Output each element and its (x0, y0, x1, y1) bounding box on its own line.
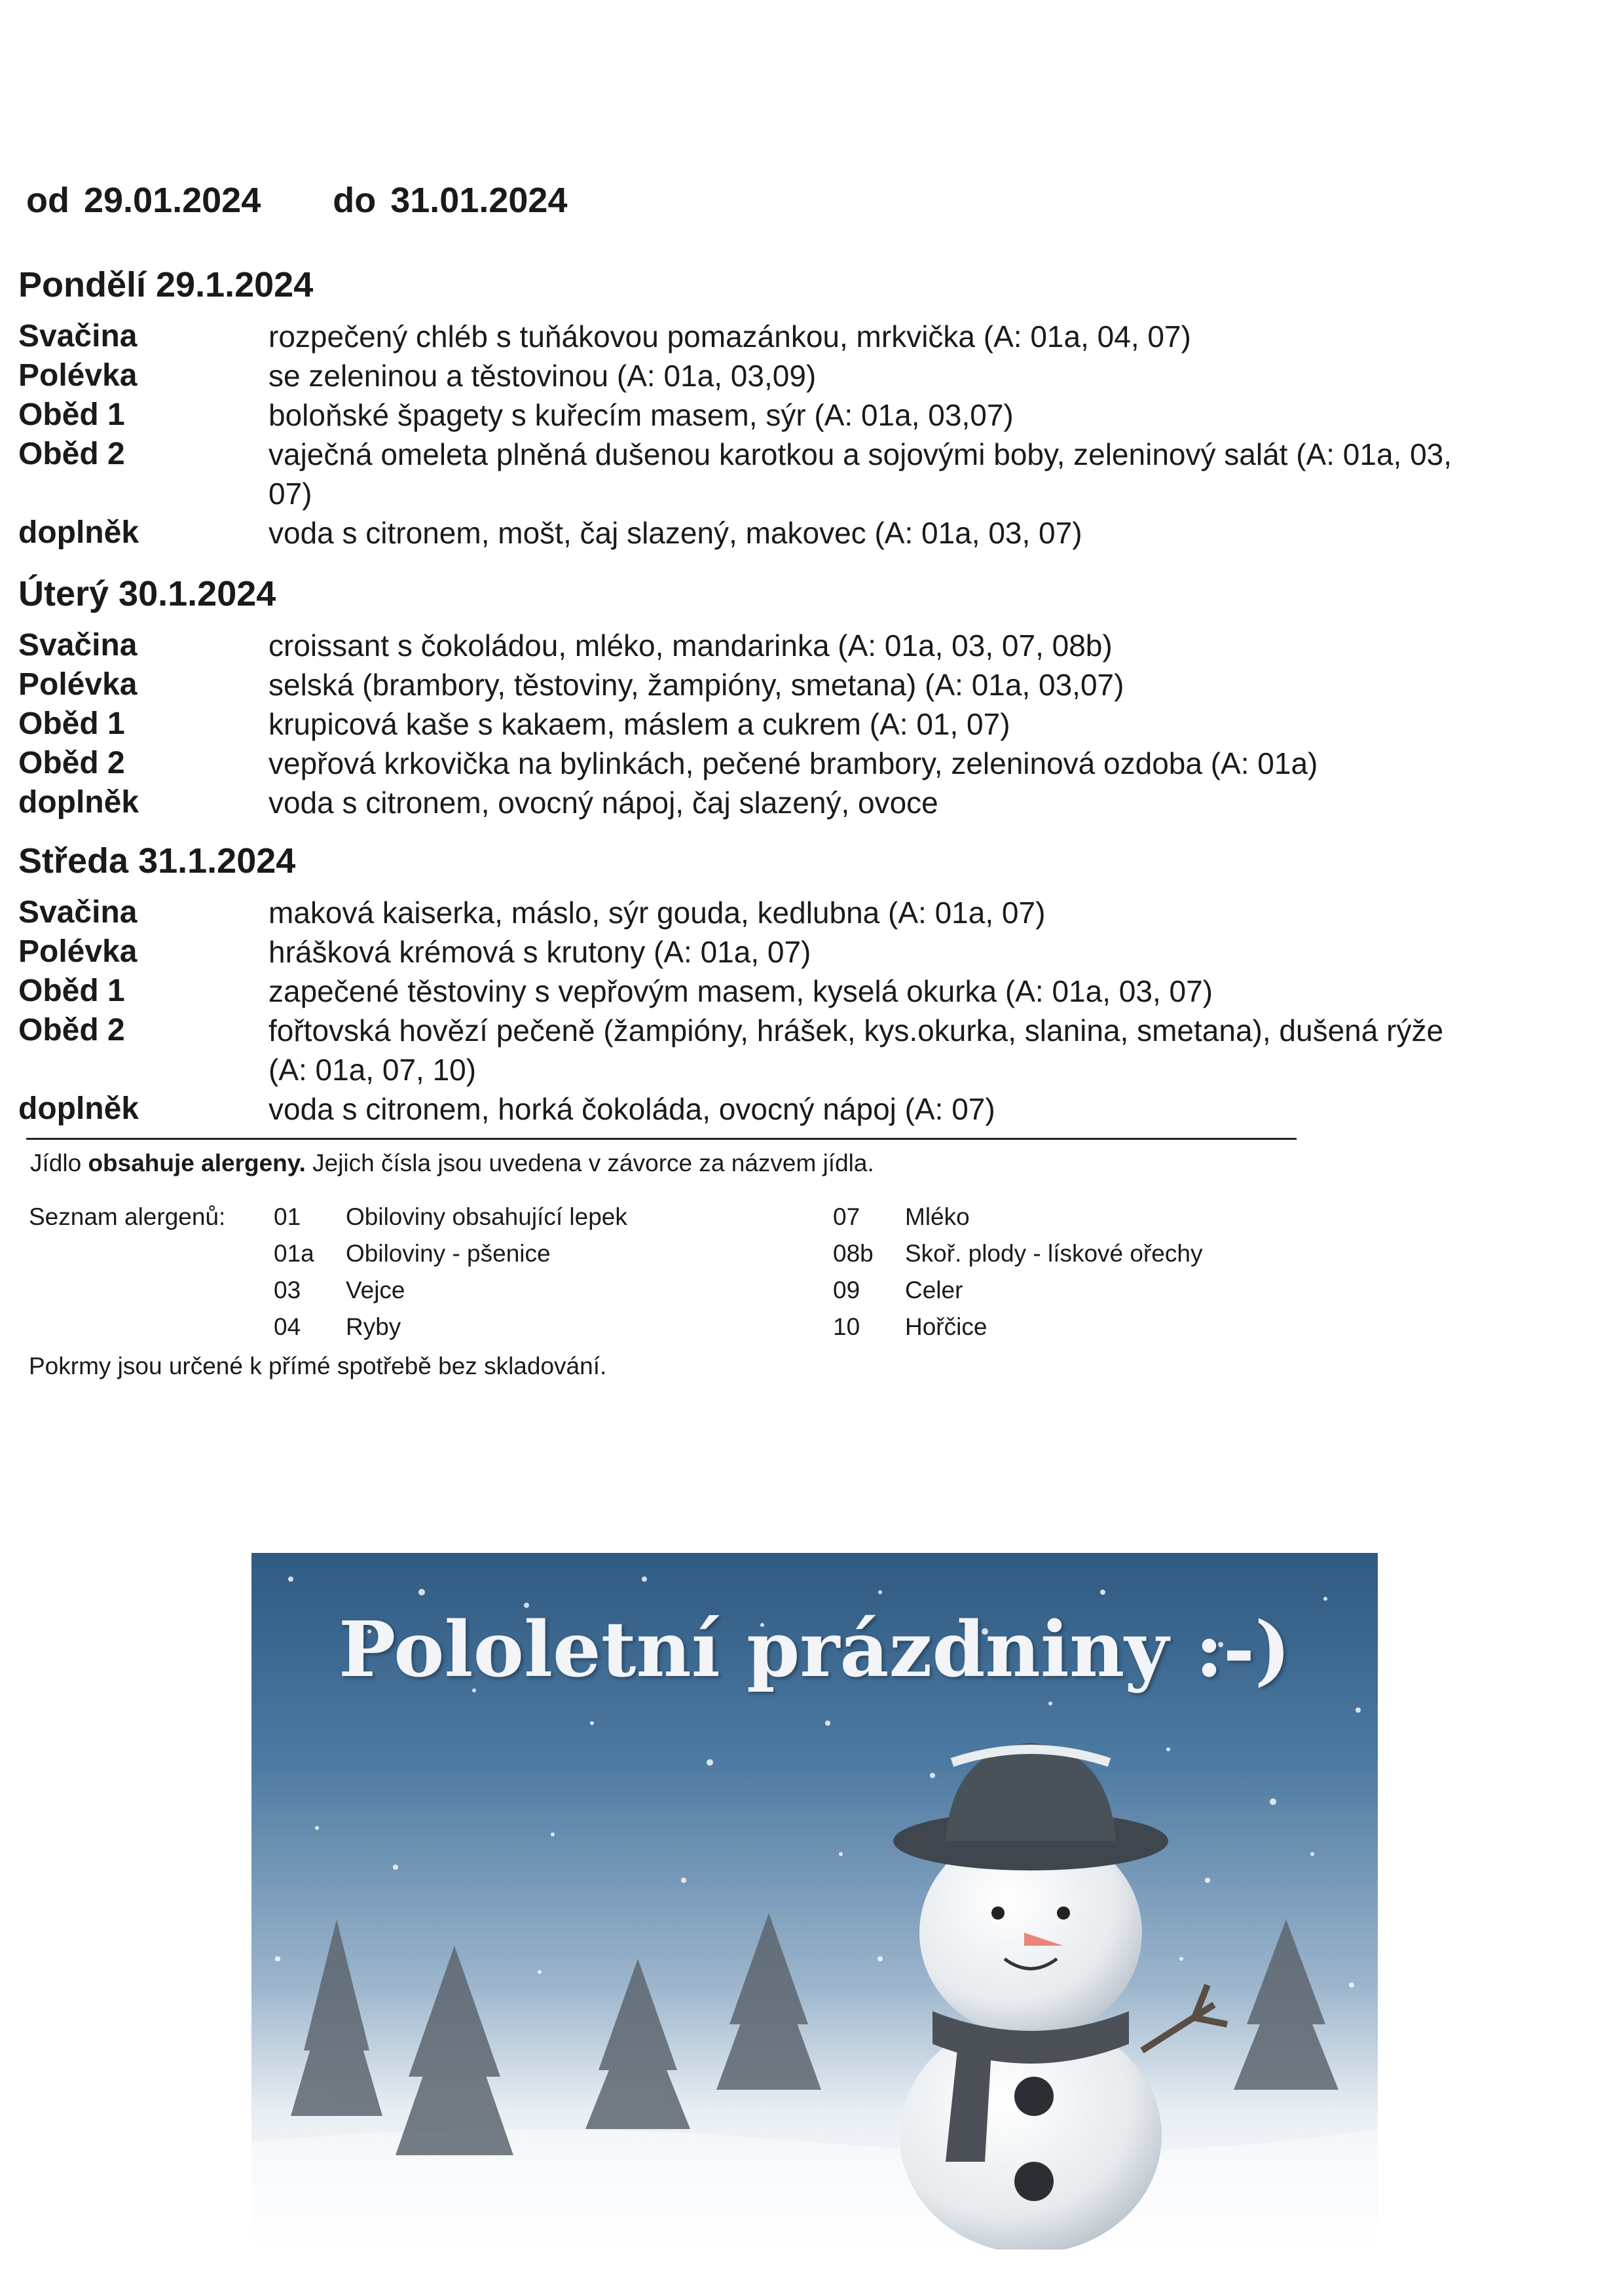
menu-row (18, 893, 1590, 932)
day-monday (18, 262, 1590, 553)
allergen-name: Vejce (346, 1277, 405, 1303)
menu-row (18, 317, 1590, 356)
menu-row (18, 932, 1590, 972)
meal-text: fořtovská hovězí pečeně (žampióny, hrášek, kys.okurka, slanina, smetana), dušená rýže (A: 01a, 07, 10) (268, 1013, 1444, 1087)
menu-period (26, 180, 568, 221)
meal-text: vaječná omeleta plněná dušenou karotkou a sojovými boby, zeleninový salát (A: 01a, 03, 07) (268, 437, 1452, 511)
allergen-name: Mléko (905, 1203, 970, 1230)
menu-row (18, 1011, 1590, 1089)
meal-label: Oběd 1 (18, 706, 125, 741)
meal-label: Oběd 1 (18, 974, 125, 1008)
allergen-item (833, 1235, 1202, 1272)
to-date: 31.01.2024 (390, 181, 568, 220)
divider (26, 1138, 1297, 1140)
menu-row (18, 704, 1590, 744)
allergen-item (274, 1272, 405, 1309)
meal-label: Svačina (18, 895, 138, 930)
to-label: do (333, 181, 377, 220)
meal-label: Oběd 1 (18, 397, 125, 432)
allergen-item (833, 1272, 963, 1309)
note-suffix: Jejich čísla jsou uvedena v závorce za názvem jídla. (305, 1150, 874, 1176)
day-wednesday (18, 838, 1590, 1129)
allergen-item (274, 1199, 627, 1235)
note-prefix: Jídlo (30, 1150, 88, 1176)
allergen-name: Ryby (346, 1313, 401, 1340)
meal-label: doplněk (18, 515, 139, 550)
from-date: 29.01.2024 (83, 181, 261, 220)
menu-row (18, 783, 1590, 822)
allergen-code: 09 (833, 1277, 860, 1303)
allergen-code: 01 (274, 1203, 301, 1230)
allergen-item (833, 1309, 987, 1345)
allergen-note (30, 1147, 874, 1180)
menu-row (18, 513, 1590, 553)
banner-title: Pololetní prázdniny :-) (339, 1605, 1291, 1694)
menu-row (18, 1089, 1590, 1129)
meal-text: voda s citronem, mošt, čaj slazený, makovec (A: 01a, 03, 07) (268, 516, 1082, 550)
allergen-code: 03 (274, 1277, 301, 1303)
allergen-list-title: Seznam alergenů: (29, 1203, 226, 1230)
menu-row (18, 435, 1590, 513)
menu-row (18, 665, 1590, 704)
meal-text: maková kaiserka, máslo, sýr gouda, kedlubna (A: 01a, 07) (268, 896, 1046, 930)
allergen-code: 04 (274, 1313, 301, 1340)
day-tuesday (18, 571, 1590, 822)
allergen-name: Celer (905, 1277, 963, 1303)
meal-label: Polévka (18, 358, 138, 393)
meal-label: Polévka (18, 667, 138, 702)
menu-row (18, 744, 1590, 783)
meal-text: hrášková krémová s krutony (A: 01a, 07) (268, 935, 811, 969)
meal-label: Svačina (18, 319, 138, 354)
allergen-code: 08b (833, 1240, 874, 1267)
holiday-banner (251, 1553, 1378, 2250)
meal-text: selská (brambory, těstoviny, žampióny, smetana) (A: 01a, 03,07) (268, 668, 1124, 702)
menu-row (18, 626, 1590, 665)
meal-label: Oběd 2 (18, 1013, 125, 1048)
from-label: od (26, 181, 69, 220)
allergen-item (833, 1199, 970, 1235)
meal-label: doplněk (18, 785, 139, 820)
meal-text: krupicová kaše s kakaem, máslem a cukrem (A: 01, 07) (268, 707, 1010, 741)
day-title: Středa 31.1.2024 (18, 841, 296, 881)
allergen-code: 01a (274, 1240, 314, 1267)
storage-note: Pokrmy jsou určené k přímé spotřebě bez skladování. (29, 1353, 607, 1379)
meal-text: voda s citronem, ovocný nápoj, čaj slazený, ovoce (268, 786, 938, 820)
menu-row (18, 972, 1590, 1011)
allergen-item (274, 1235, 551, 1272)
menu-row (18, 395, 1590, 435)
allergen-item (274, 1309, 401, 1345)
meal-text: voda s citronem, horká čokoláda, ovocný nápoj (A: 07) (268, 1092, 995, 1126)
day-title: Úterý 30.1.2024 (18, 574, 276, 613)
meal-text: boloňské špagety s kuřecím masem, sýr (A: 01a, 03,07) (268, 398, 1014, 432)
meal-label: Svačina (18, 628, 138, 663)
day-title: Pondělí 29.1.2024 (18, 265, 314, 304)
allergen-name: Obiloviny obsahující lepek (346, 1203, 627, 1230)
meal-text: se zeleninou a těstovinou (A: 01a, 03,09) (268, 359, 817, 393)
meal-text: rozpečený chléb s tuňákovou pomazánkou, mrkvička (A: 01a, 04, 07) (268, 319, 1191, 354)
meal-label: doplněk (18, 1091, 139, 1126)
meal-text: croissant s čokoládou, mléko, mandarinka (A: 01a, 03, 07, 08b) (268, 629, 1113, 663)
meal-label: Oběd 2 (18, 746, 125, 780)
meal-text: vepřová krkovička na bylinkách, pečené brambory, zeleninová ozdoba (A: 01a) (268, 746, 1318, 780)
allergen-code: 10 (833, 1313, 860, 1340)
allergen-code: 07 (833, 1203, 860, 1230)
menu-row (18, 356, 1590, 395)
allergen-name: Obiloviny - pšenice (346, 1240, 551, 1267)
meal-text: zapečené těstoviny s vepřovým masem, kyselá okurka (A: 01a, 03, 07) (268, 974, 1213, 1008)
meal-label: Polévka (18, 934, 138, 969)
meal-label: Oběd 2 (18, 437, 125, 471)
allergen-name: Hořčice (905, 1313, 987, 1340)
note-bold: obsahuje alergeny. (88, 1150, 306, 1176)
allergen-name: Skoř. plody - lískové ořechy (905, 1240, 1203, 1267)
